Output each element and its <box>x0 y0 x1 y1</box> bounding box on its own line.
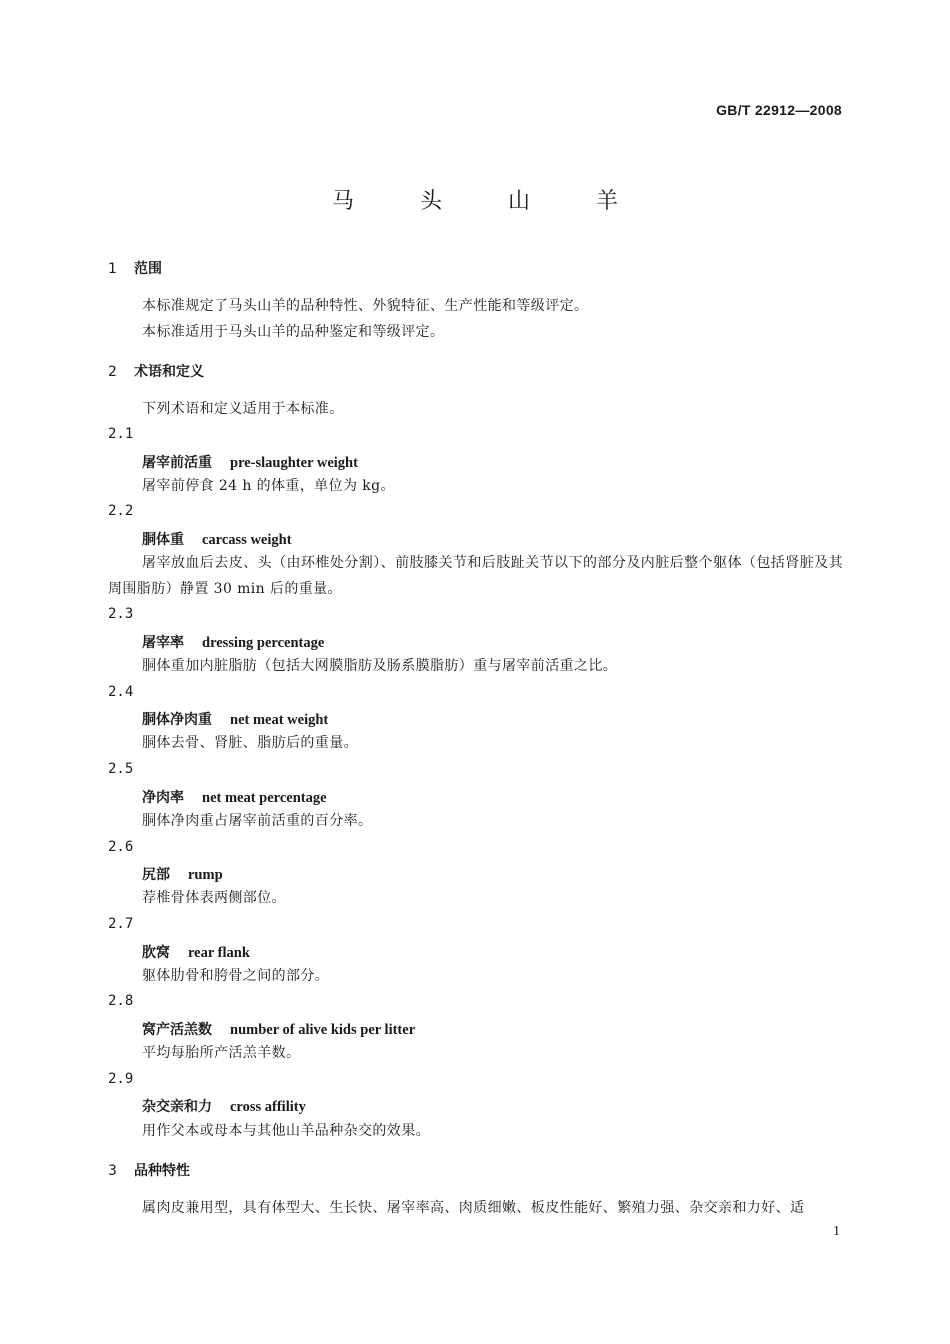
term-en: dressing percentage <box>202 635 325 651</box>
term-number: 2.4 <box>108 684 134 700</box>
term-number: 2.5 <box>108 761 134 777</box>
term-definition: 胴体去骨、肾脏、脂肪后的重量。 <box>142 735 358 751</box>
term-cn: 屠宰率 <box>142 635 184 651</box>
term-cn: 肷窝 <box>142 945 170 961</box>
paragraph: 下列术语和定义适用于本标准。 <box>142 401 344 417</box>
term-cn: 尻部 <box>142 867 170 883</box>
term-number: 2.1 <box>108 426 134 442</box>
term-cn: 杂交亲和力 <box>142 1099 212 1115</box>
term-definition: 胴体重加内脏脂肪（包括大网膜脂肪及肠系膜脂肪）重与屠宰前活重之比。 <box>142 658 618 674</box>
term-en: rump <box>188 867 223 883</box>
section-number: 3 <box>108 1163 117 1179</box>
term-definition: 屠宰放血后去皮、头（由环椎处分割）、前肢膝关节和后肢趾关节以下的部分及内脏后整个躯体（包括肾脏及其周围脂肪）静置 30 min 后的重量。 <box>108 555 843 597</box>
term-definition: 躯体肋骨和胯骨之间的部分。 <box>142 968 330 984</box>
term-heading <box>142 529 292 549</box>
term-heading <box>142 1019 415 1039</box>
paragraph: 本标准适用于马头山羊的品种鉴定和等级评定。 <box>142 324 445 340</box>
term-en: pre-slaughter weight <box>230 455 358 471</box>
section-heading-terms <box>108 361 204 381</box>
term-heading <box>142 1096 306 1116</box>
term-cn: 屠宰前活重 <box>142 455 212 471</box>
term-number: 2.6 <box>108 839 134 855</box>
term-en: number of alive kids per litter <box>230 1022 416 1038</box>
paragraph: 本标准规定了马头山羊的品种特性、外貌特征、生产性能和等级评定。 <box>142 298 589 314</box>
term-cn: 窝产活羔数 <box>142 1022 212 1038</box>
term-number: 2.8 <box>108 993 134 1009</box>
page-number: 1 <box>833 1224 840 1239</box>
section-number: 1 <box>108 261 117 277</box>
term-heading <box>142 787 327 807</box>
document-title: 马 头 山 羊 <box>331 189 640 214</box>
term-heading <box>142 942 250 962</box>
section-number: 2 <box>108 364 117 380</box>
term-definition: 屠宰前停食 24 h 的体重，单位为 kg。 <box>142 478 395 494</box>
term-number: 2.2 <box>108 503 134 519</box>
term-heading <box>142 632 324 652</box>
section-title: 范围 <box>134 261 162 277</box>
term-en: net meat percentage <box>202 790 327 806</box>
term-cn: 净肉率 <box>142 790 184 806</box>
term-number: 2.7 <box>108 916 134 932</box>
paragraph: 属肉皮兼用型，具有体型大、生长快、屠宰率高、肉质细嫩、板皮性能好、繁殖力强、杂交亲和力好、适 <box>142 1200 805 1216</box>
term-en: cross affility <box>230 1099 306 1115</box>
term-heading <box>142 452 358 472</box>
term-definition: 用作父本或母本与其他山羊品种杂交的效果。 <box>142 1123 430 1139</box>
term-en: rear flank <box>188 945 250 961</box>
term-heading <box>142 864 223 884</box>
section-title: 术语和定义 <box>134 364 204 380</box>
section-heading-scope <box>108 258 162 278</box>
term-cn: 胴体重 <box>142 532 184 548</box>
standard-code: GB/T 22912—2008 <box>716 102 842 118</box>
term-number: 2.9 <box>108 1071 134 1087</box>
term-definition: 荐椎骨体表两侧部位。 <box>142 890 286 906</box>
section-heading-breed-characteristics <box>108 1160 190 1180</box>
term-en: net meat weight <box>230 712 329 728</box>
term-definition: 平均每胎所产活羔羊数。 <box>142 1045 301 1061</box>
term-en: carcass weight <box>202 532 292 548</box>
term-cn: 胴体净肉重 <box>142 712 212 728</box>
section-title: 品种特性 <box>134 1163 190 1179</box>
term-heading <box>142 709 328 729</box>
term-definition: 胴体净肉重占屠宰前活重的百分率。 <box>142 813 373 829</box>
term-number: 2.3 <box>108 606 134 622</box>
